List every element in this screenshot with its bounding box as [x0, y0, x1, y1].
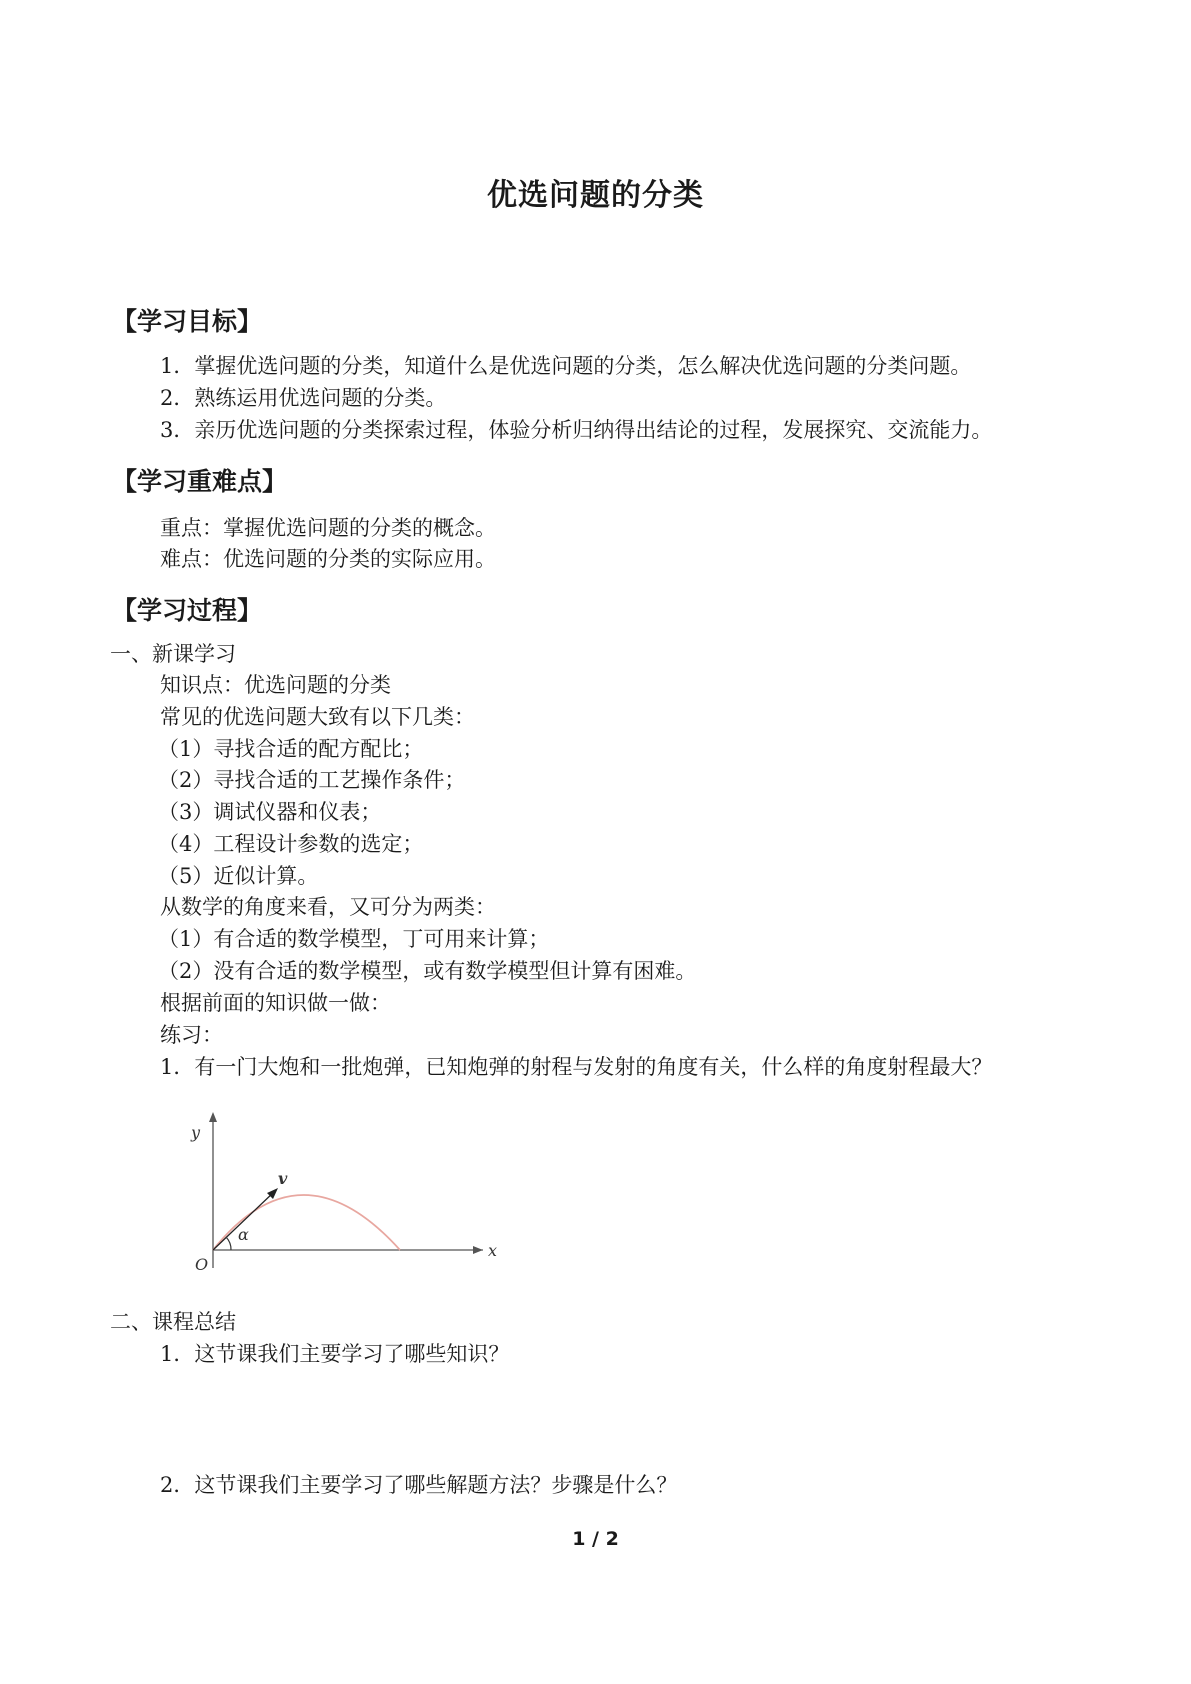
- angle-label: α: [238, 1225, 249, 1244]
- key-point-item: 难点：优选问题的分类的实际应用。: [160, 547, 496, 571]
- page-number: 1 / 2: [572, 1528, 619, 1550]
- process-heading: 【学习过程】: [112, 596, 263, 625]
- categories-intro: 常见的优选问题大致有以下几类：: [160, 705, 475, 729]
- math-category-item: （2）没有合适的数学模型，或有数学模型但计算有困难。: [158, 959, 697, 983]
- knowledge-point: 知识点：优选问题的分类: [160, 673, 391, 697]
- summary-question: 1．这节课我们主要学习了哪些知识？: [160, 1342, 510, 1366]
- y-axis-label: y: [191, 1123, 201, 1142]
- x-axis-label: x: [488, 1241, 498, 1260]
- category-item: （2）寻找合适的工艺操作条件；: [158, 768, 466, 792]
- new-lesson-heading: 一、新课学习: [110, 642, 236, 666]
- math-category-item: （1）有合适的数学模型，丁可用来计算；: [158, 927, 550, 951]
- origin-label: O: [195, 1255, 209, 1274]
- summary-heading: 二、课程总结: [110, 1310, 236, 1334]
- category-item: （3）调试仪器和仪表；: [158, 800, 382, 824]
- practice-question: 1．有一门大炮和一批炮弹，已知炮弹的射程与发射的角度有关，什么样的角度射程最大？: [160, 1055, 993, 1079]
- objectives-heading: 【学习目标】: [112, 307, 263, 336]
- objective-item: 2．熟练运用优选问题的分类。: [160, 386, 447, 410]
- velocity-label: v: [278, 1169, 288, 1188]
- key-points-heading: 【学习重难点】: [112, 467, 288, 496]
- projectile-figure: [183, 1100, 513, 1290]
- objective-item: 3．亲历优选问题的分类探索过程，体验分析归纳得出结论的过程，发展探究、交流能力。: [160, 418, 993, 442]
- do-it-prompt: 根据前面的知识做一做：: [160, 991, 391, 1015]
- summary-question: 2．这节课我们主要学习了哪些解题方法？步骤是什么？: [160, 1473, 678, 1497]
- objective-item: 1．掌握优选问题的分类，知道什么是优选问题的分类，怎么解决优选问题的分类问题。: [160, 354, 972, 378]
- math-view-intro: 从数学的角度来看，又可分为两类：: [160, 895, 496, 919]
- figure-background: [183, 1100, 513, 1290]
- category-item: （4）工程设计参数的选定；: [158, 832, 424, 856]
- category-item: （5）近似计算。: [158, 864, 319, 888]
- category-item: （1）寻找合适的配方配比；: [158, 737, 424, 761]
- key-point-item: 重点：掌握优选问题的分类的概念。: [160, 516, 496, 540]
- practice-label: 练习：: [160, 1023, 223, 1047]
- page-title: 优选问题的分类: [487, 178, 704, 213]
